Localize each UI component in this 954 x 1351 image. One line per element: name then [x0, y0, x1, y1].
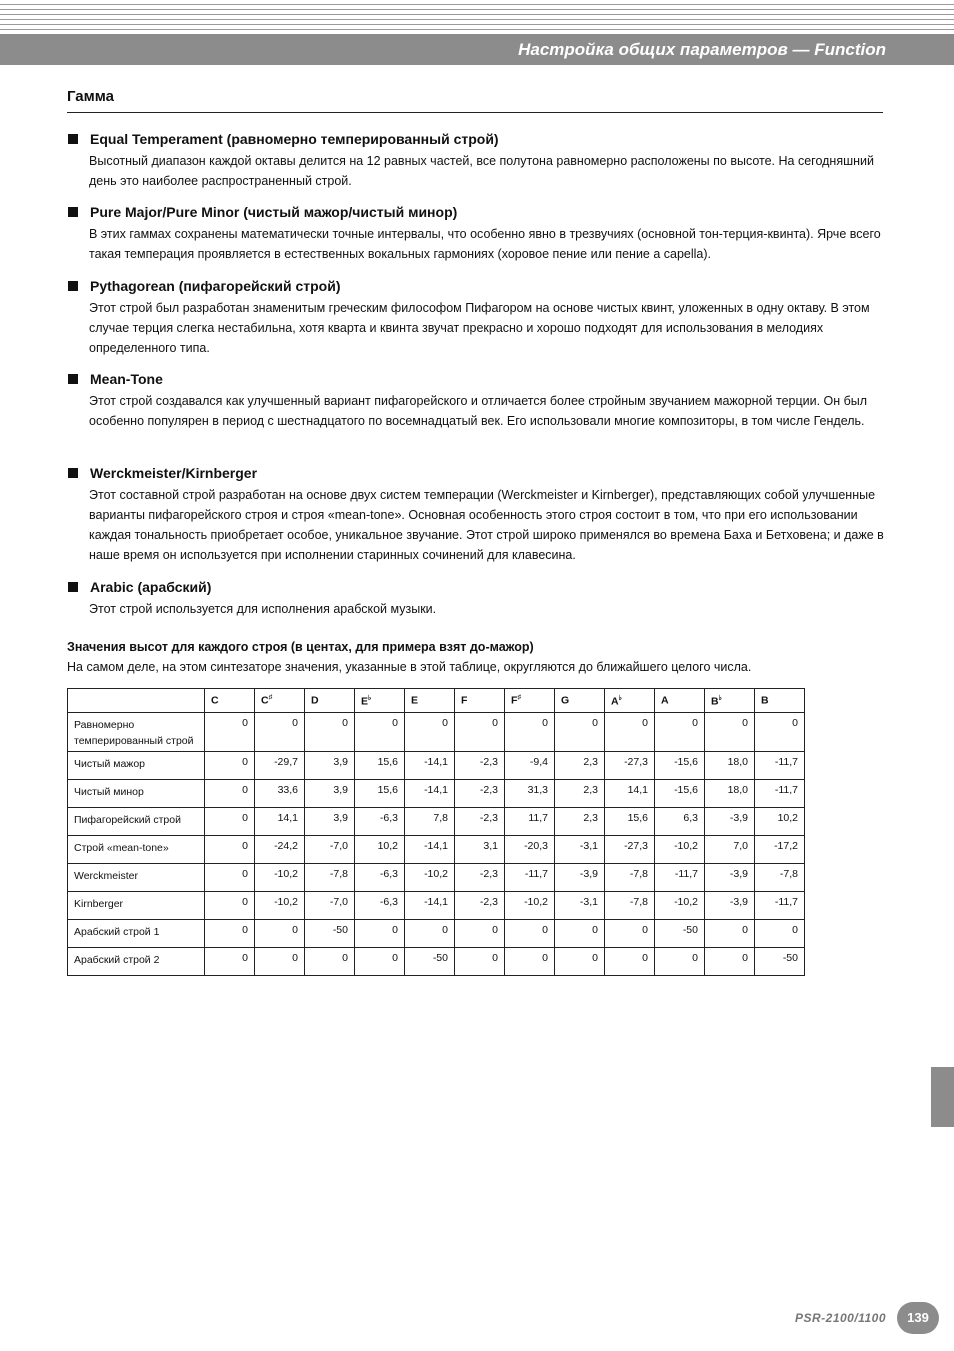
- scale-description: Этот строй создавался как улучшенный вариант пифагорейского и отличается более стройным звучанием мажорной терции. Он был особенно популярен в период с шестнадцатого по восемнадцатый век. Его использовали многие композиторы, в том числе Гендель.: [89, 394, 868, 428]
- table-cell: -11,7: [505, 864, 555, 892]
- table-cell: 18,0: [705, 752, 755, 780]
- scale-arabic: [67, 578, 887, 619]
- table-cell: 0: [205, 920, 255, 948]
- table-cell: -11,7: [755, 752, 805, 780]
- table-cell: 0: [205, 808, 255, 836]
- page-number: 139: [897, 1302, 939, 1334]
- table-cell: 0: [455, 920, 505, 948]
- table-cell: 0: [355, 948, 405, 976]
- table-cell: -29,7: [255, 752, 305, 780]
- table-cell: 0: [605, 713, 655, 752]
- table-cell: 0: [255, 713, 305, 752]
- table-cell: -2,3: [455, 892, 505, 920]
- table-cell: -3,9: [705, 808, 755, 836]
- table-cell: -3,9: [705, 864, 755, 892]
- table-cell: -10,2: [255, 892, 305, 920]
- table-row: [68, 808, 805, 836]
- table-cell: -20,3: [505, 836, 555, 864]
- table-cell: -50: [405, 948, 455, 976]
- table-cell: 0: [355, 920, 405, 948]
- table-row: [68, 713, 805, 752]
- column-header: A: [655, 689, 705, 713]
- table-cell: -14,1: [405, 836, 455, 864]
- table-cell: -50: [305, 920, 355, 948]
- table-cell: 11,7: [505, 808, 555, 836]
- scale-title: Arabic (арабский): [90, 579, 212, 595]
- table-cell: 0: [655, 713, 705, 752]
- table-cell: 0: [205, 836, 255, 864]
- table-cell: -24,2: [255, 836, 305, 864]
- table-cell: -50: [655, 920, 705, 948]
- side-tab: [931, 1067, 954, 1127]
- column-header: B: [755, 689, 805, 713]
- header-stripes: [0, 0, 954, 34]
- scale-title: Equal Temperament (равномерно темперированный строй): [90, 131, 499, 147]
- table-cell: -2,3: [455, 864, 505, 892]
- row-label: Пифагорейский строй: [68, 808, 205, 836]
- table-cell: -7,8: [755, 864, 805, 892]
- table-cell: -17,2: [755, 836, 805, 864]
- table-cell: 0: [755, 920, 805, 948]
- scale-pure-major-minor: [67, 203, 887, 264]
- table-row: [68, 836, 805, 864]
- table-cell: -6,3: [355, 864, 405, 892]
- table-cell: -7,8: [605, 864, 655, 892]
- page-header-title: Настройка общих параметров — Function: [518, 40, 886, 59]
- scale-mean-tone: [67, 370, 887, 431]
- table-cell: 0: [305, 948, 355, 976]
- table-cell: 7,8: [405, 808, 455, 836]
- table-row: [68, 920, 805, 948]
- table-cell: -27,3: [605, 836, 655, 864]
- table-cell: 0: [255, 948, 305, 976]
- table-cell: 10,2: [355, 836, 405, 864]
- table-cell: 10,2: [755, 808, 805, 836]
- table-cell: -3,9: [555, 864, 605, 892]
- row-label: Kirnberger: [68, 892, 205, 920]
- scale-equal-temperament: [67, 130, 887, 191]
- table-cell: -27,3: [605, 752, 655, 780]
- table-cell: 0: [555, 948, 605, 976]
- table-cell: 0: [455, 713, 505, 752]
- table-cell: -10,2: [405, 864, 455, 892]
- row-label: Равномерно темперированный строй: [68, 713, 205, 752]
- column-header: B♭: [705, 689, 755, 713]
- column-header: F♯: [505, 689, 555, 713]
- table-cell: 0: [605, 920, 655, 948]
- table-cell: 6,3: [655, 808, 705, 836]
- column-header: C♯: [255, 689, 305, 713]
- table-cell: -11,7: [755, 780, 805, 808]
- scale-description: В этих гаммах сохранены математически точные интервалы, что особенно явно в трезвучиях (основной тон-терция-квинта). Ярче всего такая темперация проявляется в естественных вокальных гармониях (хоровое пение или пение a capella).: [89, 227, 881, 261]
- scale-title: Pythagorean (пифагорейский строй): [90, 278, 341, 294]
- table-cell: 0: [455, 948, 505, 976]
- table-cell: 0: [205, 752, 255, 780]
- bullet-square-icon: [68, 468, 78, 478]
- table-cell: 0: [205, 864, 255, 892]
- table-cell: 0: [355, 713, 405, 752]
- section-divider: [67, 112, 883, 113]
- row-label: Чистый минор: [68, 780, 205, 808]
- table-cell: -3,1: [555, 836, 605, 864]
- table-cell: -11,7: [655, 864, 705, 892]
- column-header: E: [405, 689, 455, 713]
- section-title: Гамма: [67, 88, 114, 105]
- table-cell: -15,6: [655, 752, 705, 780]
- table-row: [68, 948, 805, 976]
- table-cell: 0: [605, 948, 655, 976]
- table-cell: -2,3: [455, 780, 505, 808]
- table-cell: -2,3: [455, 808, 505, 836]
- column-header: G: [555, 689, 605, 713]
- table-cell: -7,8: [305, 864, 355, 892]
- table-cell: 15,6: [355, 780, 405, 808]
- table-cell: 0: [505, 713, 555, 752]
- table-cell: -6,3: [355, 808, 405, 836]
- table-cell: 0: [505, 920, 555, 948]
- column-header: D: [305, 689, 355, 713]
- table-cell: 14,1: [605, 780, 655, 808]
- table-cell: 0: [705, 713, 755, 752]
- table-cell: -7,8: [605, 892, 655, 920]
- table-cell: -10,2: [655, 836, 705, 864]
- row-label: Чистый мажор: [68, 752, 205, 780]
- table-cell: 14,1: [255, 808, 305, 836]
- table-cell: 0: [205, 892, 255, 920]
- bullet-square-icon: [68, 207, 78, 217]
- table-row: [68, 752, 805, 780]
- table-cell: -15,6: [655, 780, 705, 808]
- table-row: [68, 864, 805, 892]
- scale-werckmeister-kirnberger: [67, 464, 887, 565]
- table-cell: -10,2: [255, 864, 305, 892]
- scale-title: Pure Major/Pure Minor (чистый мажор/чистый минор): [90, 204, 458, 220]
- table-cell: 0: [505, 948, 555, 976]
- table-cell: -7,0: [305, 892, 355, 920]
- scale-description: Этот составной строй разработан на основе двух систем темперации (Werckmeister и Kirnberger), представляющих собой улучшенные варианты пифагорейского строя и строя «mean-tone». Основная особенность этого строя состоит в том, что при его использовании каждая тональность приобретает особое, уникальное звучание. Этот строй широко применялся во времена Баха и Бетховена; и даже в наше время он используется при исполнении старинных сочинений для клавесина.: [89, 488, 884, 562]
- table-corner-cell: [68, 689, 205, 713]
- table-cell: 0: [755, 713, 805, 752]
- table-cell: -3,9: [705, 892, 755, 920]
- table-cell: 31,3: [505, 780, 555, 808]
- scale-title: Werckmeister/Kirnberger: [90, 465, 258, 481]
- table-cell: 2,3: [555, 780, 605, 808]
- row-label: Werckmeister: [68, 864, 205, 892]
- table-note: На самом деле, на этом синтезаторе значения, указанные в этой таблице, округляются до ближайшего целого числа.: [67, 660, 752, 674]
- footer-model: PSR-2100/1100: [794, 1311, 886, 1325]
- column-header: E♭: [355, 689, 405, 713]
- table-cell: -6,3: [355, 892, 405, 920]
- table-row: [68, 780, 805, 808]
- column-header: F: [455, 689, 505, 713]
- table-cell: -10,2: [505, 892, 555, 920]
- bullet-square-icon: [68, 374, 78, 384]
- table-title: Значения высот для каждого строя (в центах, для примера взят до-мажор): [67, 640, 534, 654]
- table-cell: -14,1: [405, 780, 455, 808]
- column-header: A♭: [605, 689, 655, 713]
- table-cell: 2,3: [555, 752, 605, 780]
- bullet-square-icon: [68, 134, 78, 144]
- table-cell: 18,0: [705, 780, 755, 808]
- table-cell: -3,1: [555, 892, 605, 920]
- table-cell: 0: [305, 713, 355, 752]
- table-cell: -14,1: [405, 892, 455, 920]
- table-cell: 0: [205, 948, 255, 976]
- table-cell: 3,9: [305, 808, 355, 836]
- tuning-table: [67, 688, 805, 976]
- table-cell: -9,4: [505, 752, 555, 780]
- row-label: Арабский строй 1: [68, 920, 205, 948]
- table-cell: 0: [705, 920, 755, 948]
- bullet-square-icon: [68, 582, 78, 592]
- table-cell: -7,0: [305, 836, 355, 864]
- table-cell: 3,9: [305, 780, 355, 808]
- table-cell: 33,6: [255, 780, 305, 808]
- table-cell: 0: [555, 713, 605, 752]
- table-cell: -14,1: [405, 752, 455, 780]
- table-cell: 0: [405, 920, 455, 948]
- table-cell: 15,6: [355, 752, 405, 780]
- bullet-square-icon: [68, 281, 78, 291]
- table-row: [68, 892, 805, 920]
- table-cell: 3,9: [305, 752, 355, 780]
- scale-pythagorean: [67, 277, 887, 358]
- table-cell: 3,1: [455, 836, 505, 864]
- table-cell: 0: [555, 920, 605, 948]
- table-cell: 0: [255, 920, 305, 948]
- scale-description: Этот строй используется для исполнения арабской музыки.: [89, 602, 437, 616]
- table-header-row: [68, 689, 805, 713]
- table-cell: -50: [755, 948, 805, 976]
- scale-title: Mean-Tone: [90, 371, 163, 387]
- scale-description: Высотный диапазон каждой октавы делится на 12 равных частей, все полутона равномерно расположены по высоте. На сегодняшний день это наиболее распространенный строй.: [89, 154, 874, 188]
- table-cell: 15,6: [605, 808, 655, 836]
- scale-description: Этот строй был разработан знаменитым греческим философом Пифагором на основе чистых квинт, уложенных в одну октаву. В этом случае терция слегка нестабильна, хотя кварта и квинта звучат прекрасно и хорошо подходят для использования в мелодиях определенного типа.: [89, 301, 870, 355]
- table-body: [68, 713, 805, 976]
- table-cell: 0: [655, 948, 705, 976]
- table-cell: 0: [705, 948, 755, 976]
- table-cell: 0: [205, 780, 255, 808]
- table-cell: 7,0: [705, 836, 755, 864]
- row-label: Арабский строй 2: [68, 948, 205, 976]
- table-cell: 2,3: [555, 808, 605, 836]
- table-cell: -11,7: [755, 892, 805, 920]
- row-label: Строй «mean-tone»: [68, 836, 205, 864]
- table-cell: -10,2: [655, 892, 705, 920]
- column-header: C: [205, 689, 255, 713]
- table-cell: 0: [405, 713, 455, 752]
- table-cell: -2,3: [455, 752, 505, 780]
- table-cell: 0: [205, 713, 255, 752]
